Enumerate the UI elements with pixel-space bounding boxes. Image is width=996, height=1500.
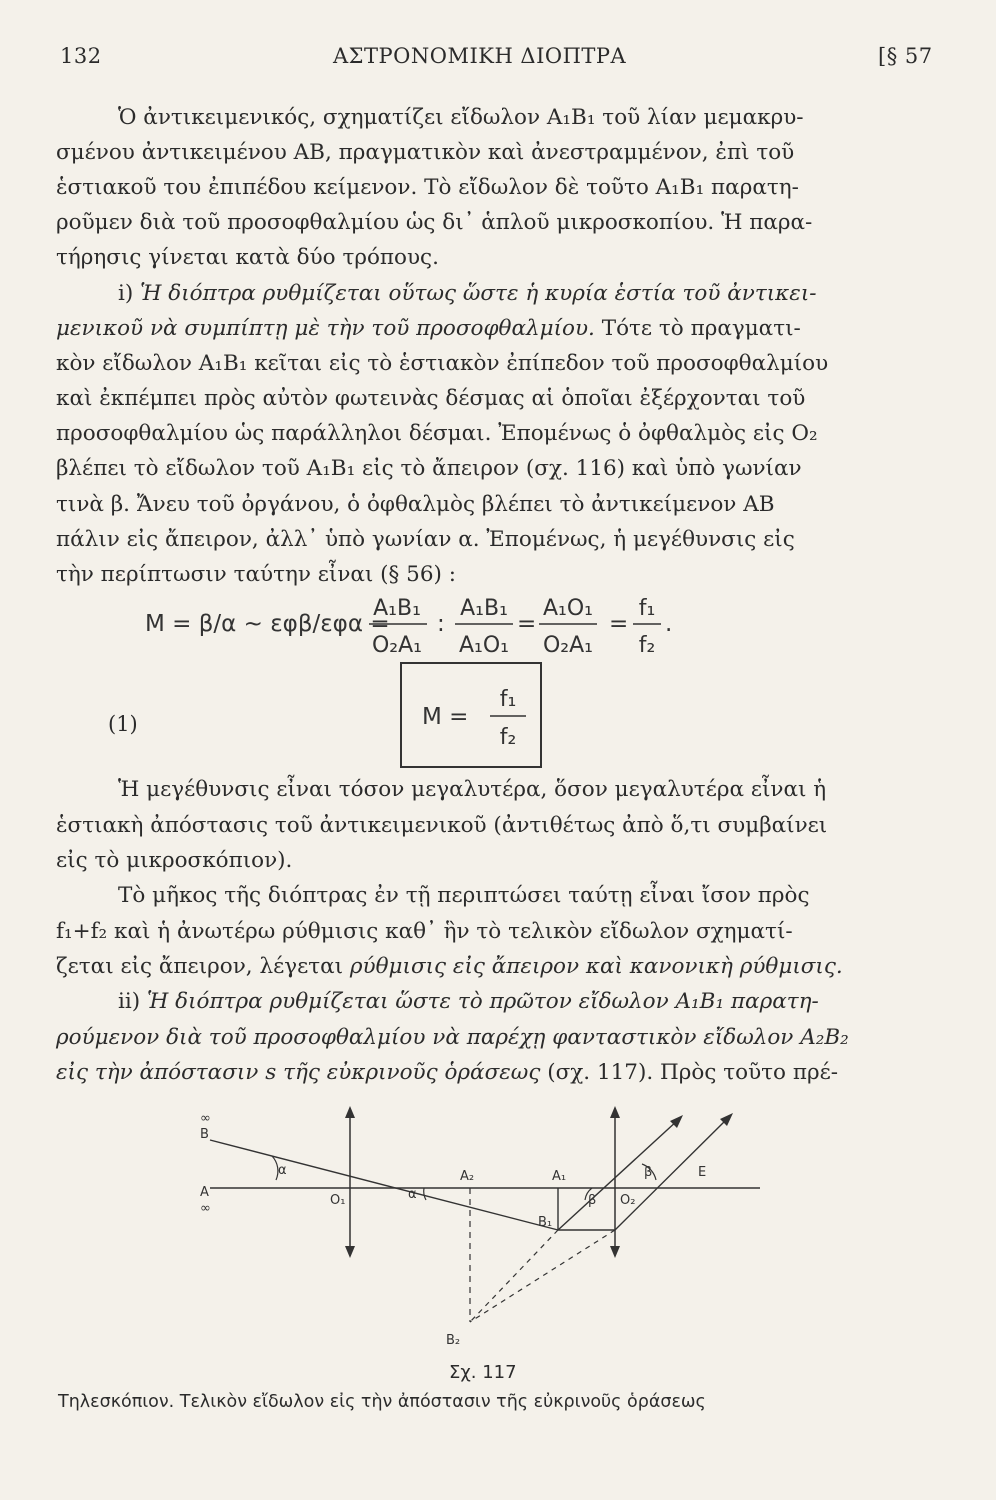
text-line: προσοφθαλμίου ὡς παράλληλοι δέσμαι. Ἐπομένως ὁ ὀφθαλμὸς εἰς O₂ (56, 421, 818, 446)
boxed-denominator: f₂ (499, 725, 517, 750)
text-line: Ἡ μεγέθυνσις εἶναι τόσον μεγαλυτέρα, ὅσον μεγαλυτέρα εἶναι ἡ (118, 777, 827, 802)
label-O1: O₁ (330, 1193, 346, 1208)
colon: : (437, 611, 445, 637)
emergent-ray (615, 1118, 728, 1230)
period: . (665, 611, 673, 637)
label-A1: A₁ (552, 1169, 567, 1184)
italic-text: Ἡ διόπτρα ρυθμίζεται οὕτως ὥστε ἡ κυρία ἑστία τοῦ ἀντικει- (140, 281, 817, 306)
text-span: ζεται εἰς ἄπειρον, λέγεται (56, 954, 350, 979)
chief-ray (210, 1140, 558, 1230)
text-line: Ὁ ἀντικειμενικός, σχηματίζει εἴδωλον A₁B₁ τοῦ λίαν μεμακρυ- (118, 105, 804, 130)
text-line: Τὸ μῆκος τῆς διόπτρας ἐν τῇ περιπτώσει ταύτῃ εἶναι ἴσον πρὸς (118, 883, 810, 908)
lens-arrow-icon (610, 1106, 620, 1118)
fraction-denominator: A₁O₁ (458, 633, 510, 658)
lens-arrow-icon (345, 1246, 355, 1258)
fraction-numerator: A₁O₁ (542, 596, 594, 621)
label-B2: B₂ (446, 1333, 461, 1348)
running-title: ΑΣΤΡΟΝΟΜΙΚΗ ΔΙΟΠΤΡΑ (333, 44, 627, 68)
text-line: εἰς τὸ μικροσκόπιον). (56, 848, 293, 873)
fraction-denominator: O₂A₁ (371, 633, 423, 658)
label-E: E (698, 1165, 707, 1180)
figure-number: Σχ. 117 (449, 1362, 517, 1383)
boxed-formula-svg (402, 664, 540, 766)
text-line: τὴν περίπτωσιν ταύτην εἶναι (§ 56) : (56, 562, 456, 587)
text-line: ρούμενον διὰ τοῦ προσοφθαλμίου νὰ παρέχῃ φανταστικὸν εἴδωλον A₂B₂ (56, 1025, 849, 1050)
boxed-numerator: f₁ (499, 687, 517, 712)
item-prefix: i) (118, 281, 134, 306)
label-alpha: α (408, 1187, 417, 1202)
virtual-ray (470, 1230, 558, 1322)
text-line (56, 1055, 838, 1090)
text-line: ἑστιακὴ ἀπόστασις τοῦ ἀντικειμενικοῦ (ἀντιθέτως ἀπὸ ὅ,τι συμβαίνει (56, 813, 828, 838)
item-prefix: ii) (118, 989, 141, 1014)
label-A2: A₂ (460, 1169, 475, 1184)
virtual-ray (470, 1230, 615, 1322)
fraction-denominator: O₂A₁ (542, 633, 594, 658)
text-line: καὶ ἐκπέμπει πρὸς αὐτὸν φωτεινὰς δέσμας αἱ ὁποῖαι ἐξέρχονται τοῦ (56, 386, 806, 411)
text-line (118, 984, 819, 1019)
equation-number: (1) (108, 712, 138, 736)
text-line: σμένου ἀντικειμένου AB, πραγματικὸν καὶ ἀνεστραμμένον, ἐπὶ τοῦ (56, 140, 795, 165)
emergent-ray (558, 1120, 678, 1230)
figure-caption: Τηλεσκόπιον. Τελικὸν εἴδωλον εἰς τὴν ἀπόστασιν τῆς εὐκρινοῦς ὁράσεως (58, 1392, 706, 1412)
fraction-denominator: f₂ (638, 633, 656, 658)
text-line: τινὰ β. Ἄνευ τοῦ ὀργάνου, ὁ ὀφθαλμὸς βλέπει τὸ ἀντικείμενον AB (56, 492, 775, 517)
label-infinity: ∞ (200, 1111, 211, 1126)
page-number: 132 (60, 44, 102, 68)
angle-arc (424, 1188, 426, 1200)
text-line: f₁+f₂ καὶ ἡ ἀνωτέρω ρύθμισις καθ᾽ ἣν τὸ τελικὸν εἴδωλον σχηματί- (56, 919, 793, 944)
text-line: ροῦμεν διὰ τοῦ προσοφθαλμίου ὡς δι᾽ ἁπλοῦ μικροσκοπίου. Ἡ παρα- (56, 210, 813, 235)
text-line (118, 276, 817, 311)
label-B: B (200, 1127, 209, 1142)
text-line: κὸν εἴδωλον A₁B₁ κεῖται εἰς τὸ ἑστιακὸν ἐπίπεδον τοῦ προσοφθαλμίου (56, 351, 829, 376)
text-span: (σχ. 117). Πρὸς τοῦτο πρέ- (540, 1060, 839, 1085)
text-line: βλέπει τὸ εἴδωλον τοῦ A₁B₁ εἰς τὸ ἄπειρον (σχ. 116) καὶ ὑπὸ γωνίαν (56, 456, 802, 481)
label-alpha: α (278, 1163, 287, 1178)
fraction-numerator: f₁ (638, 596, 656, 621)
text-line (56, 949, 843, 984)
lens-arrow-icon (610, 1246, 620, 1258)
text-line: ἑστιακοῦ του ἐπιπέδου κείμενον. Τὸ εἴδωλον δὲ τοῦτο A₁B₁ παρατη- (56, 175, 799, 200)
equals-sign: = (609, 611, 629, 637)
italic-text: ρύθμισις εἰς ἄπειρον καὶ κανονικὴ ρύθμισις. (349, 954, 843, 979)
text-span: Τότε τὸ πραγματι- (594, 316, 801, 341)
italic-text: Ἡ διόπτρα ρυθμίζεται ὥστε τὸ πρῶτον εἴδωλον A₁B₁ παρατη- (146, 989, 819, 1014)
italic-text: μενικοῦ νὰ συμπίπτῃ μὲ τὴν τοῦ προσοφθαλμίου. (56, 316, 595, 341)
label-O2: O₂ (620, 1193, 636, 1208)
boxed-lhs: M = (422, 704, 469, 730)
telescope-diagram (180, 1100, 780, 1360)
equals-sign: = (517, 611, 537, 637)
label-infinity: ∞ (200, 1201, 211, 1216)
fraction-numerator: A₁B₁ (373, 596, 421, 621)
formula-lhs: M = β/α ∼ εφβ/εφα = (145, 611, 390, 637)
text-line (56, 311, 801, 346)
label-B1: B₁ (538, 1215, 553, 1230)
lens-arrow-icon (345, 1106, 355, 1118)
boxed-formula (400, 662, 542, 768)
italic-text: εἰς τὴν ἀπόστασιν s τῆς εὐκρινοῦς ὁράσεως (56, 1060, 541, 1085)
text-line: πάλιν εἰς ἄπειρον, ἀλλ᾽ ὑπὸ γωνίαν α. Ἐπομένως, ἡ μεγέθυνσις εἰς (56, 527, 795, 552)
section-marker: [§ 57 (878, 44, 933, 68)
fraction-numerator: A₁B₁ (460, 596, 508, 621)
label-A: A (200, 1185, 209, 1200)
magnification-formula (145, 583, 805, 663)
label-beta: β (588, 1193, 597, 1208)
text-line: τήρησις γίνεται κατὰ δύο τρόπους. (56, 245, 439, 270)
label-beta: β (644, 1165, 653, 1180)
